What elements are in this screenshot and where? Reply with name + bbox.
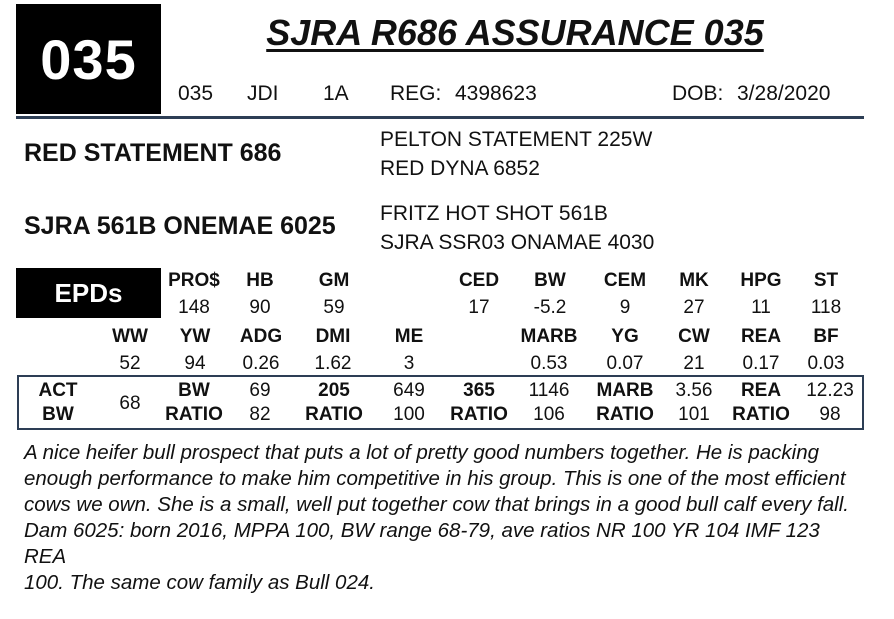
perf-top-cell: MARB	[596, 380, 654, 401]
epd-header-pro: PRO$	[168, 270, 220, 291]
epd-header-cw: CW	[678, 326, 710, 347]
epd-value-hb: 90	[249, 297, 271, 318]
epd-header-hpg: HPG	[740, 270, 782, 291]
perf-bottom-cell: RATIO	[305, 404, 363, 425]
perf-top-cell: 3.56	[675, 380, 713, 401]
epd-value-yw: 94	[184, 353, 206, 374]
epd-value-cem: 9	[619, 297, 631, 318]
epd-value-marb: 0.53	[530, 353, 568, 374]
perf-top-cell: 1146	[528, 380, 570, 401]
sire-sire: PELTON STATEMENT 225W	[380, 128, 653, 151]
sire-name: RED STATEMENT 686	[24, 139, 282, 167]
epd-value-ced: 17	[468, 297, 490, 318]
epd-header-yw: YW	[179, 326, 211, 347]
perf-top-cell: 205	[318, 380, 350, 401]
perf-bottom-cell: RATIO	[732, 404, 790, 425]
tag-number: 035	[178, 82, 214, 105]
dob-label: DOB:	[672, 82, 724, 105]
perf-act-bw-value: 68	[119, 393, 141, 414]
epd-value-me: 3	[403, 353, 415, 374]
epd-value-st: 118	[810, 297, 842, 318]
epd-value-adg: 0.26	[242, 353, 280, 374]
lot-number-badge: 035	[16, 4, 161, 114]
perf-top-cell: REA	[740, 380, 782, 401]
perf-bottom-cell: 106	[533, 404, 565, 425]
epd-value-mk: 27	[683, 297, 705, 318]
perf-bottom-cell: 100	[393, 404, 425, 425]
epd-value-hpg: 11	[751, 297, 771, 318]
epd-value-bw: -5.2	[533, 297, 567, 318]
lot-description: A nice heifer bull prospect that puts a lot of pretty good numbers together. He is packing enough performance to make him competitive in his group. This is one of the most efficient cows we own. She is a small, well put together cow that brings in a good bull calf every fall. Dam 6025: born 2016, MPPA 100, BW range 68-79, ave ratios NR 100 YR 104 IMF 123 REA 100. The same cow family as Bull 024.	[24, 441, 849, 594]
epd-value-pro: 148	[178, 297, 210, 318]
epd-header-adg: ADG	[239, 326, 283, 347]
epd-value-dmi: 1.62	[314, 353, 352, 374]
epd-header-me: ME	[394, 326, 424, 347]
epd-header-marb: MARB	[520, 326, 578, 347]
epd-header-rea: REA	[740, 326, 782, 347]
perf-bottom-cell: 98	[819, 404, 841, 425]
perf-top-cell: 365	[463, 380, 495, 401]
epd-label-badge: EPDs	[16, 268, 161, 318]
epd-value-ww: 52	[119, 353, 141, 374]
perf-bottom-cell: RATIO	[450, 404, 508, 425]
perf-bottom-cell: 101	[678, 404, 710, 425]
epd-value-yg: 0.07	[606, 353, 644, 374]
epd-header-ww: WW	[112, 326, 148, 347]
header-divider	[16, 116, 864, 119]
dam-sire: FRITZ HOT SHOT 561B	[380, 202, 608, 225]
epd-value-bf: 0.03	[807, 353, 845, 374]
animal-name-title: SJRA R686 ASSURANCE 035	[266, 12, 764, 53]
dob-value: 3/28/2020	[737, 82, 831, 105]
epd-header-hb: HB	[246, 270, 274, 291]
epd-header-st: ST	[813, 270, 839, 291]
sire-dam: RED DYNA 6852	[380, 157, 540, 180]
perf-top-cell: BW	[178, 380, 210, 401]
perf-top-cell: 69	[249, 380, 271, 401]
epd-value-cw: 21	[683, 353, 705, 374]
category-code: 1A	[323, 82, 349, 105]
perf-bottom-cell: RATIO	[596, 404, 654, 425]
epd-header-bw: BW	[534, 270, 566, 291]
perf-bw-label: BW	[42, 404, 74, 425]
perf-bottom-cell: 82	[249, 404, 271, 425]
epd-value-rea: 0.17	[742, 353, 780, 374]
breeder-code: JDI	[247, 82, 279, 105]
perf-act-label: ACT	[38, 380, 78, 401]
reg-label: REG:	[390, 82, 442, 105]
epd-header-gm: GM	[318, 270, 350, 291]
dam-name: SJRA 561B ONEMAE 6025	[24, 212, 336, 240]
perf-top-cell: 649	[393, 380, 425, 401]
dam-dam: SJRA SSR03 ONAMAE 4030	[380, 231, 655, 254]
epd-header-cem: CEM	[603, 270, 647, 291]
epd-header-ced: CED	[458, 270, 500, 291]
epd-header-yg: YG	[611, 326, 639, 347]
epd-header-dmi: DMI	[315, 326, 351, 347]
perf-top-cell: 12.23	[806, 380, 854, 401]
perf-bottom-cell: RATIO	[165, 404, 223, 425]
reg-number: 4398623	[455, 82, 537, 105]
epd-header-bf: BF	[813, 326, 839, 347]
epd-value-gm: 59	[323, 297, 345, 318]
epd-header-mk: MK	[679, 270, 709, 291]
